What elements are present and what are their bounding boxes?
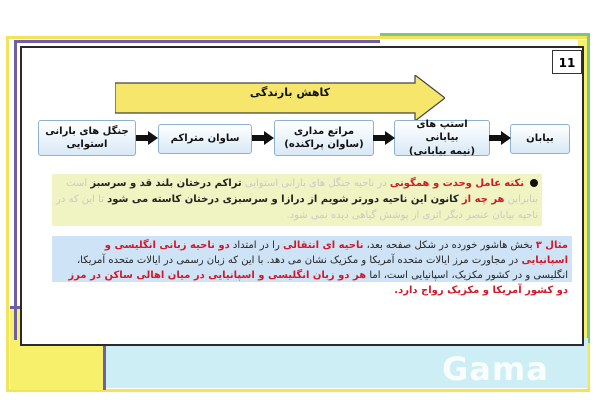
frame-green-line bbox=[380, 33, 590, 36]
arrow-right-icon bbox=[252, 131, 274, 145]
frame-purple-line bbox=[14, 40, 380, 43]
example-text: مثال ۳ بخش هاشور خورده در شکل صفحه بعد، ناحیه ای انتقالی را در امتداد دو ناحیه زبانی انگلیسی و اسپانیایی در مجاورت مرز ایالات متحده آمریکا و مکزیک نشان می دهد. با این که زبان رسمی در ایالات متحده آمریکا، انگلیسی و در کشور مکزیک، اسپانیایی است، اما هر دو زبان انگلیسی و اسپانیایی در میان اهالی ساکن در مرز دو کشور آمریکا و مکزیک رواج دارد. bbox=[68, 240, 568, 296]
note-text: نکته عامل وحدت و همگونی در ناحیه جنگل های بارانی استوایی تراکم درختان بلند قد و سرسبز است بنابراین هر چه از کانون این ناحیه دورتر شویم از درازا و سرسبزی درختان کاسته می شود تا این که در ناحیه بیابان عنصر دیگر اثری از پوشش گیاهی دیده نمی شود. bbox=[56, 178, 538, 221]
frame-purple-line-left bbox=[14, 40, 17, 340]
arrow-right-icon bbox=[489, 131, 511, 145]
arrow-right-icon bbox=[373, 131, 395, 145]
frame-green-line-right bbox=[587, 33, 590, 343]
arrow-right-icon bbox=[136, 131, 158, 145]
flow-step-desert-steppe: استپ های بیابانی (نیمه بیابانی) bbox=[394, 120, 490, 156]
flow-step-desert: بیابان bbox=[510, 124, 570, 154]
bullet-icon bbox=[530, 179, 538, 187]
flow-step-dense-savanna: ساوان متراکم bbox=[158, 124, 252, 154]
flow-step-rainforest: جنگل های بارانی استوایی bbox=[38, 120, 136, 156]
watermark-logo: Gama bbox=[442, 350, 549, 388]
page-number: 11 bbox=[552, 50, 582, 74]
big-arrow-label: کاهش بارندگی bbox=[249, 86, 331, 99]
flow-step-tropical-grassland: مراتع مداری (ساوان پراکنده) bbox=[274, 120, 374, 156]
